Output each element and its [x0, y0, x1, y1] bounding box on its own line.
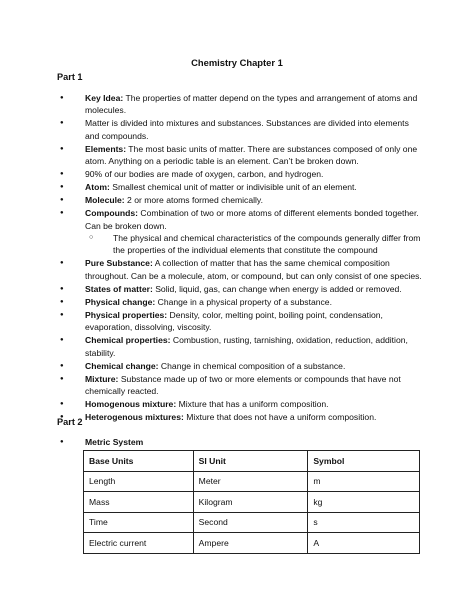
table-row: [84, 471, 420, 492]
note-compounds-detail: ○ The physical and chemical characteristics of the compounds generally differ from the properties of the individual elements that constitute the compound: [85, 232, 422, 257]
note-homogenous-mixture: ● Homogenous mixture: Mixture that has a uniform composition.: [57, 398, 422, 410]
table-cell: Electric current: [84, 533, 194, 554]
header-si-unit: SI Unit: [193, 451, 308, 472]
table-cell: s: [308, 512, 420, 533]
table-row: [84, 492, 420, 513]
table-row: [84, 533, 420, 554]
note-matter-division: ● Matter is divided into mixtures and substances. Substances are divided into elements and compounds.: [57, 117, 422, 142]
table-cell: Mass: [84, 492, 194, 513]
table-cell: A: [308, 533, 420, 554]
note-chemical-properties: ● Chemical properties: Combustion, rusting, tarnishing, oxidation, reduction, addition, stability.: [57, 334, 422, 359]
part-2-heading: Part 2: [57, 417, 83, 427]
table-cell: Length: [84, 471, 194, 492]
table-header-row: [84, 451, 420, 472]
note-pure-substance: ● Pure Substance: A collection of matter that has the same chemical composition throughout. Can be a molecule, atom, or compound, but can only consist of one species.: [57, 257, 422, 282]
part-1-notes-list: [57, 92, 422, 424]
part-1-heading: Part 1: [57, 72, 83, 82]
base-units-table: [83, 450, 420, 554]
note-physical-properties: ● Physical properties: Density, color, melting point, boiling point, condensation, evaporation, dissolving, viscosity.: [57, 309, 422, 334]
note-atom: ● Atom: Smallest chemical unit of matter or indivisible unit of an element.: [57, 181, 422, 193]
header-symbol: Symbol: [308, 451, 420, 472]
table-cell: Meter: [193, 471, 308, 492]
document-title: Chemistry Chapter 1: [191, 57, 283, 68]
compounds-sublist: [85, 232, 422, 257]
table-cell: Ampere: [193, 533, 308, 554]
table-cell: m: [308, 471, 420, 492]
note-body-composition: ● 90% of our bodies are made of oxygen, carbon, and hydrogen.: [57, 168, 422, 180]
note-states-of-matter: ● States of matter: Solid, liquid, gas, can change when energy is added or removed.: [57, 283, 422, 295]
note-heterogenous-mixtures: ● Heterogenous mixtures: Mixture that does not have a uniform composition.: [57, 411, 422, 423]
table-row: [84, 512, 420, 533]
note-compounds: ● Compounds: Combination of two or more atoms of different elements bonded together. Can be broken down. ○ The physical and chemical characteristics of the compounds generally differ from the properties of the individual elements that constitute the compound: [57, 207, 422, 257]
note-elements: ● Elements: The most basic units of matter. There are substances composed of only one atom. Anything on a periodic table is an element. Can’t be broken down.: [57, 143, 422, 168]
note-chemical-change: ● Chemical change: Change in chemical composition of a substance.: [57, 360, 422, 372]
table-cell: Time: [84, 512, 194, 533]
metric-system-bullet: ● Metric System: [85, 436, 143, 448]
table-cell: Kilogram: [193, 492, 308, 513]
header-base-units: Base Units: [84, 451, 194, 472]
note-mixture: ● Mixture: Substance made up of two or more elements or compounds that have not chemically reacted.: [57, 373, 422, 398]
table-cell: Second: [193, 512, 308, 533]
note-physical-change: ● Physical change: Change in a physical property of a substance.: [57, 296, 422, 308]
note-molecule: ● Molecule: 2 or more atoms formed chemically.: [57, 194, 422, 206]
part-2-list: [57, 436, 143, 448]
table-cell: kg: [308, 492, 420, 513]
note-key-idea: ● Key Idea: The properties of matter depend on the types and arrangement of atoms and molecules.: [57, 92, 422, 117]
